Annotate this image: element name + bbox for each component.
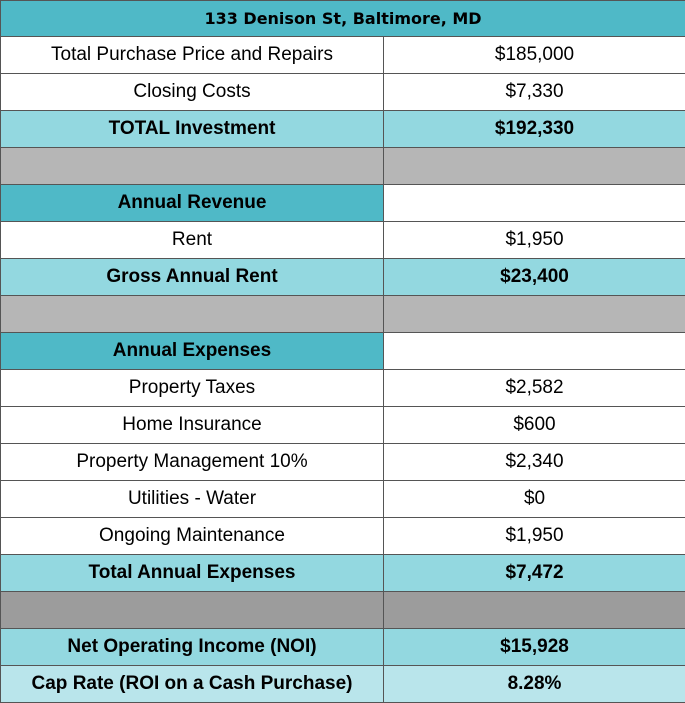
total-annual-expenses-value[interactable]: $7,472: [384, 555, 685, 592]
cap-rate-label[interactable]: Cap Rate (ROI on a Cash Purchase): [1, 666, 384, 703]
gross-annual-rent-row: [1, 259, 685, 296]
row-label[interactable]: Utilities - Water: [1, 481, 384, 518]
row-label[interactable]: Rent: [1, 222, 384, 259]
row-value[interactable]: $600: [384, 407, 685, 444]
spacer-row: [1, 592, 685, 629]
table-row: [1, 444, 685, 481]
cap-rate-value[interactable]: 8.28%: [384, 666, 685, 703]
noi-value[interactable]: $15,928: [384, 629, 685, 666]
row-label[interactable]: Closing Costs: [1, 74, 384, 111]
row-value[interactable]: $185,000: [384, 37, 685, 74]
annual-expenses-header-row: [1, 333, 685, 370]
spacer-cell[interactable]: [384, 296, 685, 333]
annual-revenue-header-row: [1, 185, 685, 222]
noi-label[interactable]: Net Operating Income (NOI): [1, 629, 384, 666]
row-value[interactable]: $2,582: [384, 370, 685, 407]
title-row: [1, 1, 685, 37]
property-address-title[interactable]: 133 Denison St, Baltimore, MD: [1, 1, 685, 37]
spacer-cell[interactable]: [1, 592, 384, 629]
row-label[interactable]: Ongoing Maintenance: [1, 518, 384, 555]
total-annual-expenses-label[interactable]: Total Annual Expenses: [1, 555, 384, 592]
total-investment-value[interactable]: $192,330: [384, 111, 685, 148]
row-label[interactable]: Total Purchase Price and Repairs: [1, 37, 384, 74]
gross-annual-rent-label[interactable]: Gross Annual Rent: [1, 259, 384, 296]
row-value[interactable]: $0: [384, 481, 685, 518]
annual-expenses-header[interactable]: Annual Expenses: [1, 333, 384, 370]
blank-cell[interactable]: [384, 333, 685, 370]
blank-cell[interactable]: [384, 185, 685, 222]
spacer-row: [1, 296, 685, 333]
row-value[interactable]: $1,950: [384, 518, 685, 555]
spacer-cell[interactable]: [1, 296, 384, 333]
row-label[interactable]: Property Taxes: [1, 370, 384, 407]
spacer-cell[interactable]: [384, 148, 685, 185]
table-row: [1, 518, 685, 555]
spacer-row: [1, 148, 685, 185]
row-label[interactable]: Home Insurance: [1, 407, 384, 444]
row-value[interactable]: $1,950: [384, 222, 685, 259]
table-row: [1, 222, 685, 259]
table-row: [1, 481, 685, 518]
gross-annual-rent-value[interactable]: $23,400: [384, 259, 685, 296]
spacer-cell[interactable]: [1, 148, 384, 185]
table-row: [1, 370, 685, 407]
annual-revenue-header[interactable]: Annual Revenue: [1, 185, 384, 222]
table-row: [1, 74, 685, 111]
total-annual-expenses-row: [1, 555, 685, 592]
row-label[interactable]: Property Management 10%: [1, 444, 384, 481]
table-row: [1, 407, 685, 444]
table-row: [1, 37, 685, 74]
row-value[interactable]: $7,330: [384, 74, 685, 111]
noi-row: [1, 629, 685, 666]
total-investment-row: [1, 111, 685, 148]
spacer-cell[interactable]: [384, 592, 685, 629]
total-investment-label[interactable]: TOTAL Investment: [1, 111, 384, 148]
row-value[interactable]: $2,340: [384, 444, 685, 481]
